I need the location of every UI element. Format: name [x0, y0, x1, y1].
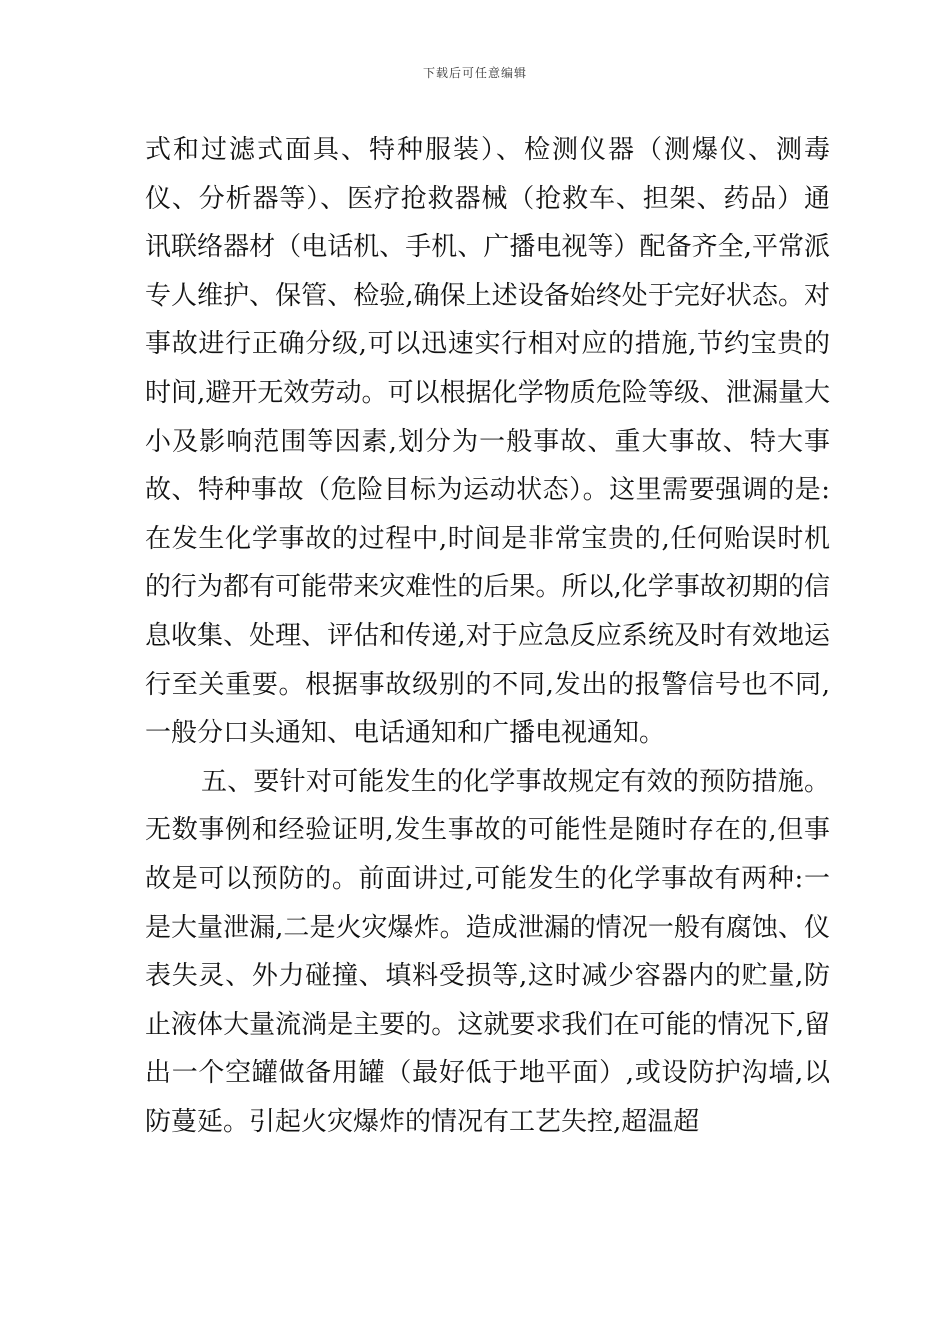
document-body [145, 126, 830, 1146]
header-note: 下载后可任意编辑 [422, 66, 527, 80]
paragraph-2: 五、要针对可能发生的化学事故规定有效的预防措施。无数事例和经验证明,发生事故的可能性是随时存在的,但事故是可以预防的。前面讲过,可能发生的化学事故有两种:一是大量泄漏,二是火灾爆炸。造成泄漏的情况一般有腐蚀、仪表失灵、外力碰撞、填料受损等,这时减少容器内的贮量,防止液体大量流淌是主要的。这就要求我们在可能的情况下,留出一个空罐做备用罐（最好低于地平面）,或设防护沟墙,以防蔓延。引起火灾爆炸的情况有工艺失控,超温超 [145, 766, 830, 1137]
paragraph-1: 式和过滤式面具、特种服装）、检测仪器（测爆仪、测毒仪、分析器等）、医疗抢救器械（抢救车、担架、药品）通讯联络器材（电话机、手机、广播电视等）配备齐全,平常派专人维护、保管、检验,确保上述设备始终处于完好状态。对事故进行正确分级,可以迅速实行相对应的措施,节约宝贵的时间,避开无效劳动。可以根据化学物质危险等级、泄漏量大小及影响范围等因素,划分为一般事故、重大事故、特大事故、特种事故（危险目标为运动状态）。这里需要强调的是:在发生化学事故的过程中,时间是非常宝贵的,任何贻误时机的行为都有可能带来灾难性的后果。所以,化学事故初期的信息收集、处理、评估和传递,对于应急反应系统及时有效地运行至关重要。根据事故级别的不同,发出的报警信号也不同,一般分口头通知、电话通知和广播电视通知。 [145, 135, 830, 749]
